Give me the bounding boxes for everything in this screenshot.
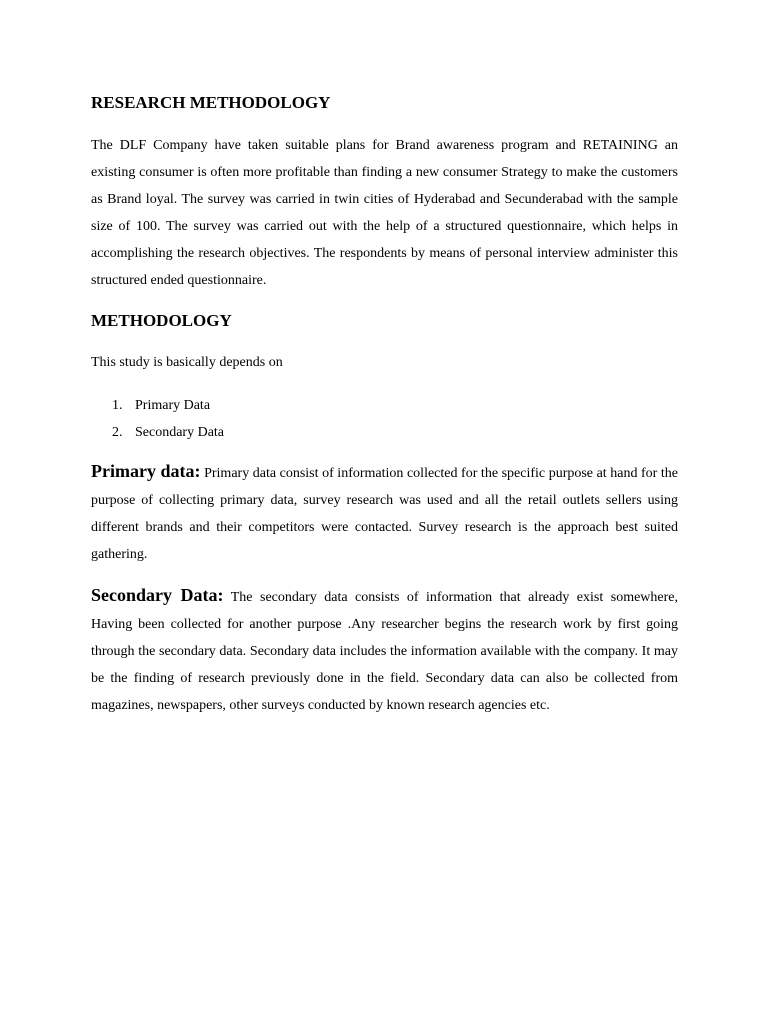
secondary-data-paragraph [91, 582, 678, 719]
list-item-label: Primary Data [135, 398, 211, 413]
methodology-heading: METHODOLOGY [91, 311, 232, 330]
primary-data-paragraph [91, 458, 678, 568]
list-item-label: Secondary Data [135, 425, 225, 440]
research-paragraph: The DLF Company have taken suitable plans for Brand awareness program and RETAINING an existing consumer is often more profitable than finding a new consumer Strategy to make the customers as Brand loyal. The survey was carried in twin cities of Hyderabad and Secunderabad with the sample size of 100. The survey was carried out with the help of a structured questionnaire, which helps in accomplishing the research objectives. The respondents by means of personal interview administer this structured ended questionnaire. [91, 138, 678, 288]
list-item [91, 392, 224, 419]
methodology-intro: This study is basically depends on [91, 355, 283, 370]
secondary-data-text: The secondary data consists of information that already exist somewhere, Having been collected for another purpose .Any researcher begins the research work by first going through the secondary data. Secondary data includes the information available with the company. It may be the finding of research previously done in the field. Secondary data can also be collected from magazines, newspapers, other surveys conducted by known research agencies etc. [91, 590, 678, 713]
research-methodology-heading: RESEARCH METHODOLOGY [91, 93, 331, 112]
primary-data-term: Primary data: [91, 461, 201, 481]
primary-data-text: Primary data consist of information collected for the specific purpose at hand for the purpose of collecting primary data, survey research was used and all the retail outlets sellers using different brands and their competitors were contacted. Survey research is the approach best suited gathering. [91, 466, 679, 562]
secondary-data-term: Secondary Data: [91, 585, 224, 605]
list-item-number: 1. [112, 398, 123, 413]
data-sources-list [91, 392, 224, 446]
list-item-number: 2. [112, 425, 123, 440]
list-item [91, 419, 224, 446]
